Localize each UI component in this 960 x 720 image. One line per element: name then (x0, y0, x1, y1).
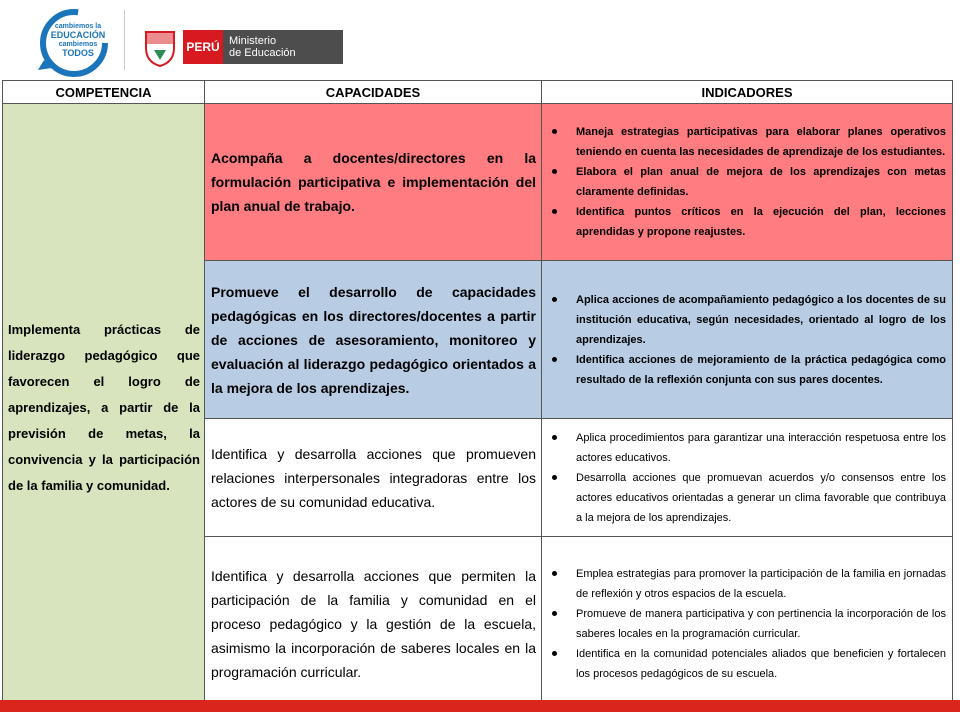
indicador-item: Promueve de manera participativa y con pertinencia la incorporación de los saberes locales en la programación curricular. (576, 604, 946, 644)
indicador-item: Emplea estrategias para promover la participación de la familia en jornadas de reflexión y otros espacios de la escuela. (576, 564, 946, 604)
capacidad-cell: Identifica y desarrolla acciones que permiten la participación de la familia y comunidad en el proceso pedagógico y la gestión de la escuela, asimismo la incorporación de saberes locales en la programación curricular. (205, 537, 542, 712)
indicador-item: Identifica acciones de mejoramiento de la práctica pedagógica como resultado de la reflexión conjunta con sus pares docentes. (576, 350, 946, 390)
header-indicadores: INDICADORES (542, 81, 953, 104)
logo-line: cambiemos (58, 41, 98, 48)
coat-of-arms-icon (142, 28, 178, 68)
footer-strip (0, 712, 960, 720)
logo-line: EDUCACIÓN (50, 30, 106, 40)
capacidad-cell: Promueve el desarrollo de capacidades pedagógicas en los directores/docentes a partir de acciones de asesoramiento, monitoreo y evaluación al liderazgo pedagógico orientados a la mejora de los aprendizajes. (205, 261, 542, 419)
campaign-logo-text (50, 22, 106, 58)
indicadores-cell (542, 537, 953, 712)
indicador-item: Identifica puntos críticos en la ejecución del plan, lecciones aprendidas y propone reajustes. (576, 202, 946, 242)
capacidad-cell: Identifica y desarrolla acciones que promueven relaciones interpersonales integradoras entre los actores de su comunidad educativa. (205, 419, 542, 537)
header-divider (124, 10, 125, 70)
header-capacidades: CAPACIDADES (205, 81, 542, 104)
peru-badge: PERÚ (183, 30, 223, 64)
indicadores-cell (542, 419, 953, 537)
indicador-item: Identifica en la comunidad potenciales aliados que beneficien y fortalecen los procesos pedagógicos de su escuela. (576, 644, 946, 684)
indicador-item: Maneja estrategias participativas para elaborar planes operativos teniendo en cuenta las necesidades de aprendizaje de los estudiantes. (576, 122, 946, 162)
ministry-line: Ministerio (229, 35, 277, 47)
indicador-item: Desarrolla acciones que promuevan acuerdos y/o consensos entre los actores educativos orientadas a generar un clima favorable que contribuya a la mejora de los aprendizajes. (576, 468, 946, 528)
competency-table (2, 80, 953, 712)
header-competencia: COMPETENCIA (3, 81, 205, 104)
indicador-item: Aplica procedimientos para garantizar una interacción respetuosa entre los actores educativos. (576, 428, 946, 468)
indicador-item: Elabora el plan anual de mejora de los aprendizajes con metas claramente definidas. (576, 162, 946, 202)
logo-line: cambiemos la (54, 23, 102, 30)
indicadores-cell (542, 104, 953, 261)
logo-line: TODOS (62, 48, 94, 58)
ministry-line: de Educación (229, 47, 296, 59)
competencia-cell: Implementa prácticas de liderazgo pedagógico que favorecen el logro de aprendizajes, a partir de la previsión de metas, la convivencia y la participación de la familia y comunidad. (3, 104, 205, 712)
indicadores-cell (542, 261, 953, 419)
page-header (0, 0, 960, 80)
table-header-row (3, 81, 953, 104)
indicador-item: Aplica acciones de acompañamiento pedagógico a los docentes de su institución educativa, según necesidades, orientado al logro de los aprendizajes. (576, 290, 946, 350)
ministry-badge (223, 30, 343, 64)
table-row (3, 104, 953, 261)
capacidad-cell: Acompaña a docentes/directores en la formulación participativa e implementación del plan anual de trabajo. (205, 104, 542, 261)
